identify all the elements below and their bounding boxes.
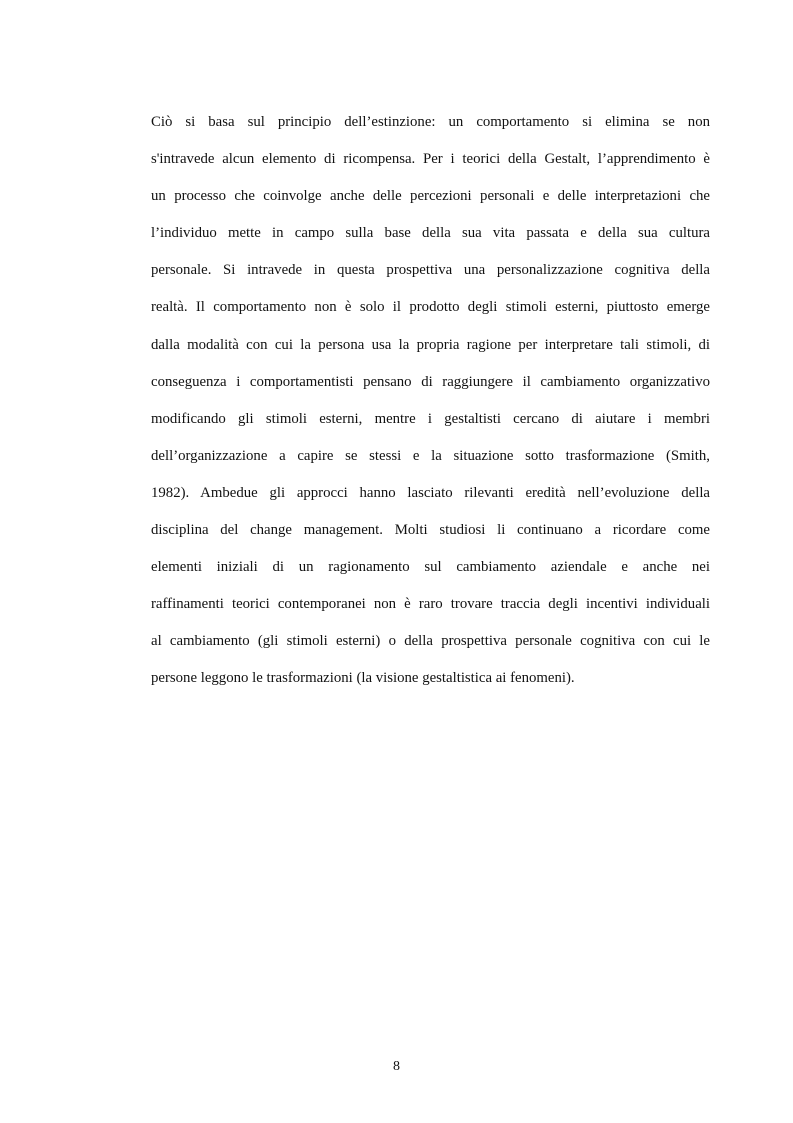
paragraph-line: dalla modalità con cui la persona usa la propria ragione per interpretare tali stimoli, di bbox=[151, 336, 710, 353]
paragraph-line: l’individuo mette in campo sulla base della sua vita passata e della sua cultura bbox=[151, 225, 710, 242]
paragraph-line: Ciò si basa sul principio dell’estinzione: un comportamento si elimina se non bbox=[151, 114, 710, 130]
paragraph-line: elementi iniziali di un ragionamento sul cambiamento aziendale e anche nei bbox=[151, 559, 710, 576]
page-number: 8 bbox=[393, 1059, 400, 1074]
body-paragraph bbox=[151, 104, 710, 698]
paragraph-line: persone leggono le trasformazioni (la visione gestaltistica ai fenomeni). bbox=[151, 670, 575, 687]
paragraph-line: raffinamenti teorici contemporanei non è raro trovare traccia degli incentivi individuali bbox=[151, 596, 710, 613]
paragraph-line: un processo che coinvolge anche delle percezioni personali e delle interpretazioni che bbox=[151, 188, 710, 205]
paragraph-line: personale. Si intravede in questa prospettiva una personalizzazione cognitiva della bbox=[151, 262, 710, 279]
paragraph-line: conseguenza i comportamentisti pensano di raggiungere il cambiamento organizzativo bbox=[151, 373, 710, 390]
paragraph-line: realtà. Il comportamento non è solo il prodotto degli stimoli esterni, piuttosto emerge bbox=[151, 299, 710, 316]
paragraph-line: 1982). Ambedue gli approcci hanno lasciato rilevanti eredità nell’evoluzione della bbox=[151, 484, 710, 501]
paragraph-line: al cambiamento (gli stimoli esterni) o della prospettiva personale cognitiva con cui le bbox=[151, 633, 710, 650]
paragraph-line: s'intravede alcun elemento di ricompensa. Per i teorici della Gestalt, l’apprendimento è bbox=[151, 151, 710, 168]
paragraph-line: modificando gli stimoli esterni, mentre i gestaltisti cercano di aiutare i membri bbox=[151, 410, 710, 427]
paragraph-line: dell’organizzazione a capire se stessi e la situazione sotto trasformazione (Smith, bbox=[151, 447, 710, 464]
paragraph-line: disciplina del change management. Molti studiosi li continuano a ricordare come bbox=[151, 522, 710, 539]
